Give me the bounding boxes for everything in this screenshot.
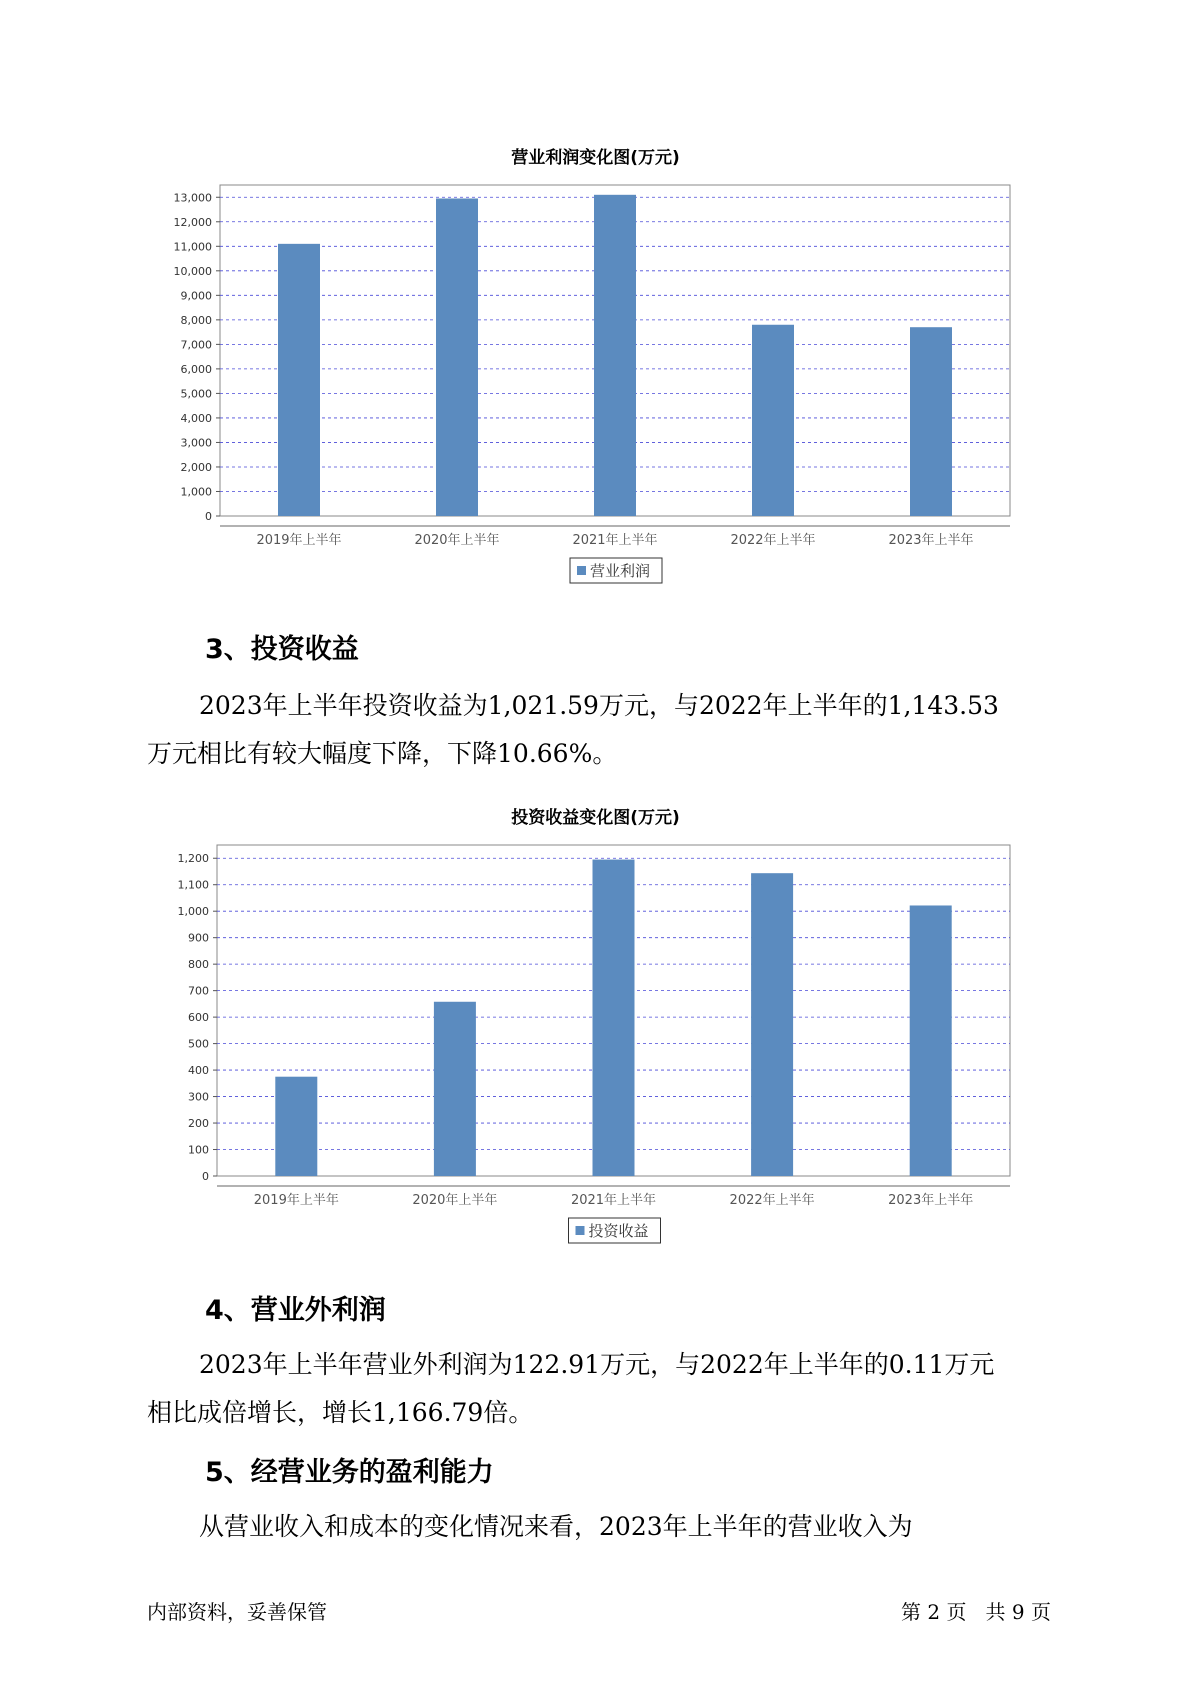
- y-tick-label: 3,000: [180, 436, 212, 450]
- paragraph-line: 从营业收入和成本的变化情况来看，2023年上半年的营业收入为: [199, 1512, 913, 1541]
- chart-title-operating-profit: 营业利润变化图(万元): [511, 148, 680, 168]
- y-tick-label: 12,000: [173, 215, 212, 229]
- x-tick-label: 2020年上半年: [414, 533, 500, 548]
- y-tick-label: 10,000: [173, 264, 212, 278]
- y-tick-label: 9,000: [180, 289, 212, 303]
- x-tick-label: 2022年上半年: [730, 533, 816, 548]
- x-tick-label: 2019年上半年: [253, 1193, 339, 1208]
- legend-label: 营业利润: [590, 562, 651, 580]
- y-tick-label: 7,000: [180, 338, 212, 352]
- paragraph-profitability: [147, 1503, 1047, 1551]
- x-tick-label: 2022年上半年: [729, 1193, 815, 1208]
- legend-label: 投资收益: [588, 1222, 649, 1240]
- paragraph-non-operating-profit: [147, 1341, 1047, 1437]
- legend-swatch: [576, 1226, 585, 1235]
- bar: [434, 1002, 476, 1176]
- x-tick-label: 2021年上半年: [570, 1193, 657, 1208]
- y-tick-label: 800: [188, 958, 209, 972]
- y-tick-label: 200: [188, 1117, 209, 1131]
- bar: [593, 860, 635, 1176]
- y-tick-label: 100: [188, 1143, 209, 1157]
- bar: [275, 1077, 317, 1176]
- y-tick-label: 1,000: [180, 485, 212, 499]
- y-tick-label: 900: [188, 931, 209, 945]
- paragraph-line: 2023年上半年投资收益为1,021.59万元，与2022年上半年的1,143.53: [199, 691, 999, 720]
- footer-page-number: 第 2 页 共 9 页: [901, 1600, 1051, 1624]
- y-tick-label: 400: [188, 1064, 209, 1078]
- y-tick-label: 300: [188, 1090, 209, 1104]
- x-tick-label: 2023年上半年: [888, 1193, 974, 1208]
- x-tick-label: 2023年上半年: [888, 533, 974, 548]
- bar: [910, 905, 952, 1176]
- y-tick-label: 500: [188, 1037, 209, 1051]
- y-tick-label: 600: [188, 1011, 209, 1025]
- footer-confidential-note: 内部资料，妥善保管: [147, 1600, 327, 1624]
- bar: [751, 873, 793, 1176]
- y-tick-label: 8,000: [180, 313, 212, 327]
- paragraph-line: 万元相比有较大幅度下降，下降10.66%。: [147, 739, 618, 768]
- legend: [569, 1218, 661, 1243]
- section-heading-non-operating-profit: 4、营业外利润: [205, 1295, 386, 1326]
- section-heading-investment-income: 3、投资收益: [205, 634, 359, 665]
- y-tick-label: 700: [188, 984, 209, 998]
- y-tick-label: 0: [202, 1170, 209, 1183]
- y-tick-label: 13,000: [173, 191, 212, 205]
- y-tick-label: 2,000: [180, 460, 212, 474]
- y-tick-label: 0: [205, 510, 212, 523]
- y-tick-label: 11,000: [173, 240, 212, 254]
- paragraph-line: 相比成倍增长，增长1,166.79倍。: [147, 1398, 534, 1427]
- y-tick-label: 5,000: [180, 387, 212, 401]
- y-tick-label: 1,000: [177, 905, 209, 919]
- x-tick-label: 2021年上半年: [572, 533, 658, 548]
- section-heading-profitability: 5、经营业务的盈利能力: [205, 1457, 494, 1488]
- x-tick-label: 2019年上半年: [256, 533, 342, 548]
- y-tick-label: 6,000: [180, 362, 212, 376]
- paragraph-line: 2023年上半年营业外利润为122.91万元，与2022年上半年的0.11万元: [199, 1350, 995, 1379]
- y-tick-label: 4,000: [180, 411, 212, 425]
- x-tick-label: 2020年上半年: [412, 1193, 498, 1208]
- chart-title-investment-income: 投资收益变化图(万元): [511, 808, 680, 828]
- y-tick-label: 1,100: [177, 878, 209, 892]
- y-tick-label: 1,200: [177, 852, 209, 866]
